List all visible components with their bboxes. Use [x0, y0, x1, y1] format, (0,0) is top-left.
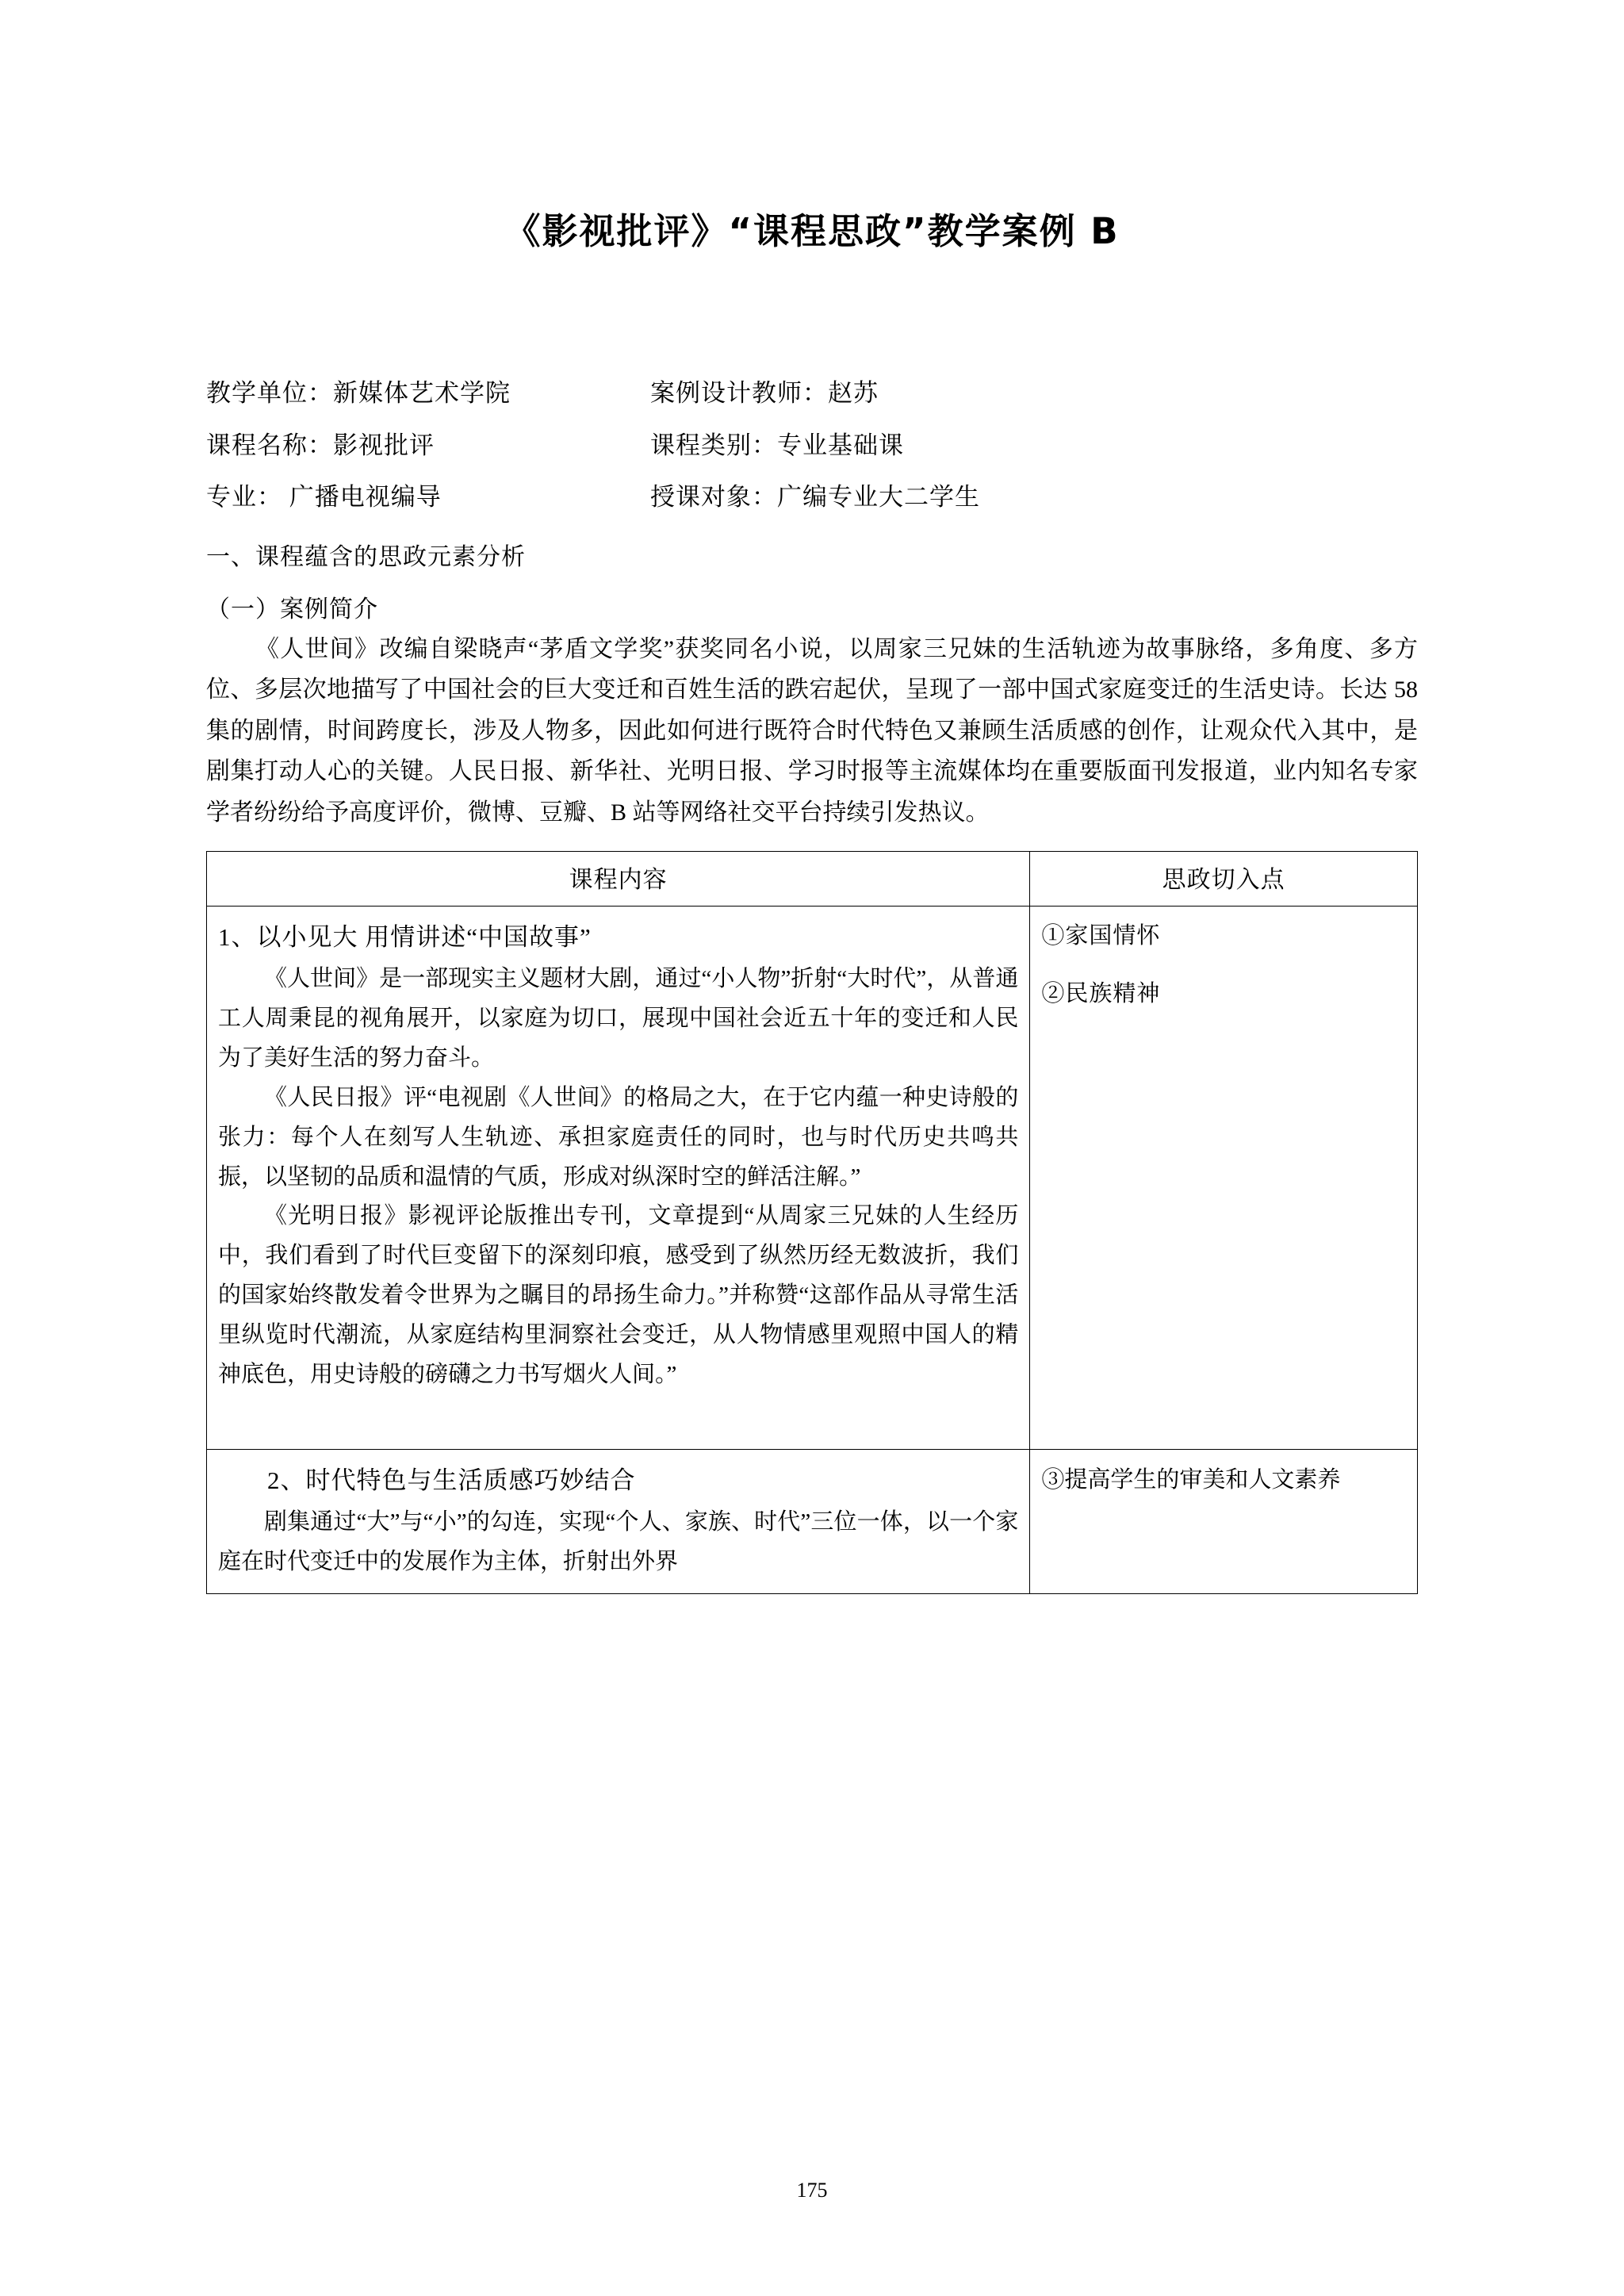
point-item: ③提高学生的审美和人文素养 [1041, 1466, 1341, 1493]
metadata-row [206, 433, 1418, 459]
row-paragraph: 《人世间》是一部现实主义题材大剧，通过“小人物”折射“大时代”，从普通工人周秉昆的视角展开，以家庭为切口，展现中国社会近五十年的变迁和人民为了美好生活的努力奋斗。 [218, 966, 1019, 1071]
teaching-unit: 教学单位：新媒体艺术学院 [206, 379, 511, 407]
audience: 授课对象：广编专业大二学生 [650, 483, 980, 512]
case-designer: 案例设计教师：赵苏 [650, 379, 879, 407]
page-number: 175 [796, 2179, 828, 2202]
table-row [207, 1449, 1418, 1593]
course-content-table [206, 851, 1418, 1595]
row-points-cell [1030, 906, 1418, 1449]
row-title: 1、以小见大 用情讲述“中国故事” [218, 922, 592, 951]
row-paragraph: 《人民日报》评“电视剧《人世间》的格局之大，在于它内蕴一种史诗般的张力：每个人在刻写人生轨迹、承担家庭责任的同时，也与时代历史共鸣共振，以坚韧的品质和温情的气质，形成对纵深时空的鲜活注解。” [218, 1084, 1019, 1190]
point-item: ①家国情怀 [1041, 922, 1161, 949]
row-paragraph: 剧集通过“大”与“小”的勾连，实现“个人、家族、时代”三位一体，以一个家庭在时代变迁中的发展作为主体，折射出外界 [218, 1509, 1019, 1575]
row-paragraph: 《光明日报》影视评论版推出专刊，文章提到“从周家三兄妹的人生经历中，我们看到了时代巨变留下的深刻印痕，感受到了纵然历经无数波折，我们的国家始终散发着令世界为之瞩目的昂扬生命力。”并称赞“这部作品从寻常生活里纵览时代潮流，从家庭结构里洞察社会变迁，从人物情感里观照中国人的精神底色，用史诗般的磅礴之力书写烟火人间。” [218, 1203, 1019, 1387]
column-header-content: 课程内容 [207, 851, 1030, 906]
page-title: 《影视批评》“课程思政”教学案例 B [504, 210, 1120, 252]
sub-heading: （一）案例简介 [206, 596, 378, 623]
intro-paragraph: 《人世间》改编自梁晓声“茅盾文学奖”获奖同名小说，以周家三兄妹的生活轨迹为故事脉络，多角度、多方位、多层次地描写了中国社会的巨大变迁和百姓生活的跌宕起伏，呈现了一部中国式家庭变迁的生活史诗。长达 58 集的剧情，时间跨度长，涉及人物多，因此如何进行既符合时代特色又兼顾生活质感的创作，让观众代入其中，是剧集打动人心的关键。人民日报、新华社、光明日报、学习时报等主流媒体均在重要版面刊发报道，业内知名专家学者纷纷给予高度评价，微博、豆瓣、B 站等网络社交平台持续引发热议。 [206, 635, 1418, 826]
row-points-cell [1030, 1449, 1418, 1593]
row-content-cell [207, 1449, 1030, 1593]
metadata-row [206, 381, 1418, 407]
column-header-points: 思政切入点 [1030, 851, 1418, 906]
metadata-block [206, 381, 1418, 511]
course-category: 课程类别：专业基础课 [650, 431, 904, 459]
point-item: ②民族精神 [1041, 981, 1161, 1007]
row-content-cell [207, 906, 1030, 1449]
row-title: 2、时代特色与生活质感巧妙结合 [267, 1466, 636, 1494]
course-name: 课程名称：影视批评 [206, 431, 435, 459]
table-header-row [207, 851, 1418, 906]
metadata-row [206, 485, 1418, 511]
section-heading: 一、课程蕴含的思政元素分析 [206, 543, 526, 570]
major: 专业： 广播电视编导 [206, 483, 442, 512]
table-row [207, 906, 1418, 1449]
cell-spacer [218, 1395, 1018, 1438]
